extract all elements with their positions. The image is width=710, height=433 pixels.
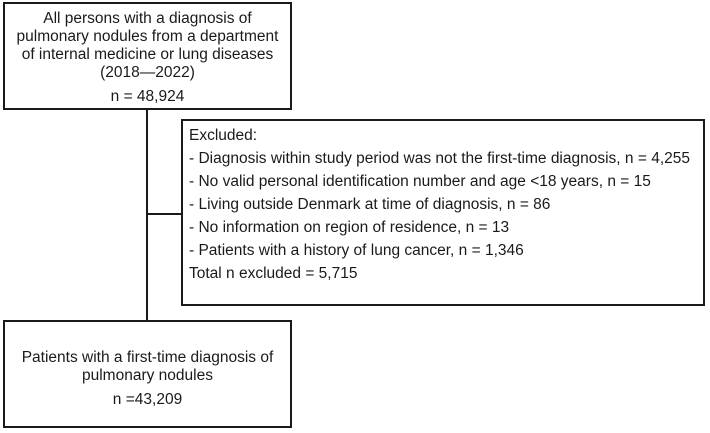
top-box-line-1: All persons with a diagnosis of <box>43 10 252 27</box>
box-first-time-diagnosis <box>3 320 292 428</box>
excluded-item: - Diagnosis within study period was not the first-time diagnosis, n = 4,255 <box>189 150 690 167</box>
top-box-line-2: pulmonary nodules from a department <box>16 28 279 45</box>
top-box-line-4: (2018—2022) <box>100 64 195 81</box>
connector-vertical <box>146 110 148 320</box>
connector-to-excluded <box>146 213 181 215</box>
top-box-count: n = 48,924 <box>110 88 185 105</box>
bottom-box-line-1: Patients with a first-time diagnosis of <box>21 349 274 366</box>
box-all-persons <box>3 2 292 110</box>
excluded-item: - Patients with a history of lung cancer, n = 1,346 <box>189 242 524 259</box>
excluded-item: - No valid personal identification number and age <18 years, n = 15 <box>189 173 651 190</box>
top-box-line-3: of internal medicine or lung diseases <box>21 46 274 63</box>
bottom-box-count: n =43,209 <box>112 391 183 408</box>
bottom-box-line-2: pulmonary nodules <box>82 367 213 384</box>
box-excluded <box>181 119 705 306</box>
excluded-heading: Excluded: <box>189 127 258 144</box>
excluded-total: Total n excluded = 5,715 <box>189 265 358 282</box>
excluded-item: - No information on region of residence, n = 13 <box>189 219 510 236</box>
excluded-item: - Living outside Denmark at time of diagnosis, n = 86 <box>189 196 551 213</box>
